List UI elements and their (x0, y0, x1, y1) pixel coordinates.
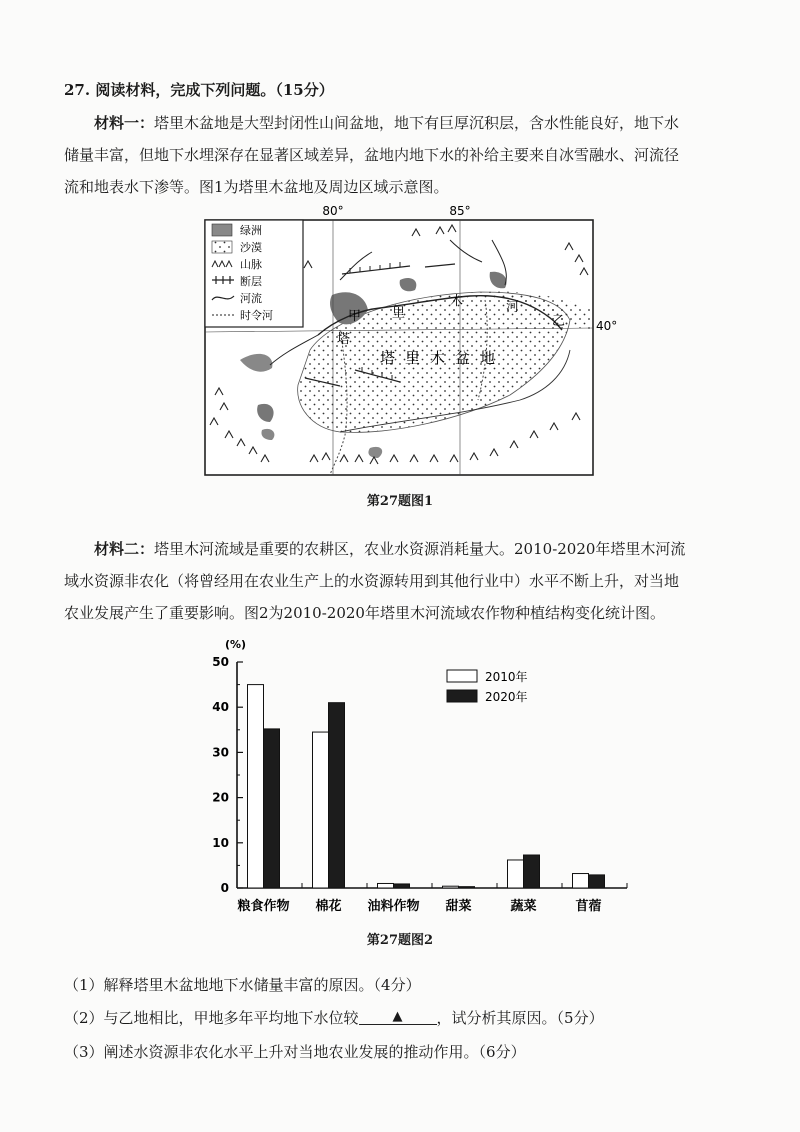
question-2-before: （2）与乙地相比，甲地多年平均地下水位较 (64, 1009, 359, 1027)
y-tick-label: 20 (212, 790, 229, 805)
legend-swatch-2010 (447, 670, 477, 682)
y-axis-label: (%) (225, 638, 247, 651)
label-jia: 甲 (348, 309, 362, 324)
question-1: （1）解释塔里木盆地地下水储量丰富的原因。（4分） (64, 976, 421, 994)
answer-blank[interactable] (359, 1008, 437, 1025)
material2-text1: 塔里木河流域是重要的农耕区，农业水资源消耗量大。2010-2020年塔里木河流 (154, 540, 686, 558)
river-label-char: 塔 (337, 332, 351, 347)
x-tick-label: 棉花 (315, 899, 342, 914)
river-label-char: 里 (392, 306, 406, 321)
map-figure (200, 200, 618, 482)
question-2-after: ，试分析其原因。（5分） (436, 1009, 604, 1027)
material2-line2: 域水资源非农化（将曾经用在农业生产上的水资源转用到其他行业中）水平不断上升，对当地 (64, 572, 680, 590)
legend-swatch-2020 (447, 690, 477, 702)
bar-2010 (443, 886, 459, 888)
material1-line1 (94, 113, 679, 133)
bar-2020 (459, 887, 475, 888)
bar-2020 (264, 729, 280, 888)
material1-line3: 流和地表水下渗等。图1为塔里木盆地及周边区域示意图。 (64, 178, 449, 196)
lon-80-label: 80° (322, 204, 344, 218)
material2-label: 材料二： (94, 540, 155, 558)
question-header: 27. 阅读材料，完成下列问题。（15分） (64, 81, 334, 99)
legend-mountain-label: 山脉 (240, 258, 262, 271)
y-tick-label: 10 (212, 835, 229, 850)
river-label-char: 木 (450, 294, 464, 309)
legend-label: 2020年 (485, 690, 528, 704)
bar-2020 (524, 855, 540, 888)
material1-label: 材料一： (94, 114, 155, 132)
x-tick-label: 甜菜 (445, 899, 472, 914)
legend-oasis-swatch (212, 224, 232, 236)
x-tick-label: 蔬菜 (510, 899, 537, 914)
legend-oasis-label: 绿洲 (240, 224, 262, 237)
bar-chart (195, 630, 645, 920)
bar-2020 (394, 884, 410, 888)
x-tick-label: 苜蓿 (575, 899, 602, 914)
legend-desert-swatch (212, 241, 232, 253)
x-tick-label: 油料作物 (367, 899, 420, 914)
legend-river-label: 河流 (240, 292, 262, 305)
material2-line3: 农业发展产生了重要影响。图2为2010-2020年塔里木河流域农作物种植结构变化统计图。 (64, 604, 665, 622)
blank-marker: ▲ (392, 1009, 403, 1024)
bar-2010 (248, 685, 264, 888)
bar-2010 (508, 860, 524, 888)
bar-2010 (313, 732, 329, 888)
legend-fault-label: 断层 (240, 275, 262, 288)
bar-2010 (573, 874, 589, 888)
chart-caption: 第27题图2 (366, 933, 434, 948)
river-label-char: 河 (506, 300, 520, 315)
material1-line2: 储量丰富，但地下水埋深存在显著区域差异，盆地内地下水的补给主要来自冰雪融水、河流径 (64, 146, 680, 164)
y-tick-label: 0 (220, 881, 229, 895)
y-tick-label: 40 (212, 700, 229, 715)
x-tick-label: 粮食作物 (237, 899, 290, 914)
y-tick-label: 30 (212, 745, 229, 760)
question-3: （3）阐述水资源非农化水平上升对当地农业发展的推动作用。（6分） (64, 1043, 526, 1061)
question-2 (64, 1008, 604, 1028)
material2-line1 (94, 539, 685, 559)
bar-2020 (589, 875, 605, 888)
y-tick-label: 50 (212, 655, 229, 669)
lat-40-label: 40° (596, 319, 618, 333)
bar-2020 (329, 703, 345, 888)
label-yi: 乙 (552, 314, 566, 329)
material1-text1: 塔里木盆地是大型封闭性山间盆地，地下有巨厚沉积层，含水性能良好，地下水 (154, 114, 680, 132)
legend-desert-label: 沙漠 (240, 241, 262, 254)
legend-seasonal-river-label: 时令河 (240, 309, 273, 322)
basin-label: 塔里木盆地 (380, 349, 506, 367)
lon-85-label: 85° (449, 204, 471, 218)
legend-label: 2010年 (485, 670, 528, 684)
map-caption: 第27题图1 (366, 494, 434, 509)
bar-2010 (378, 883, 394, 888)
